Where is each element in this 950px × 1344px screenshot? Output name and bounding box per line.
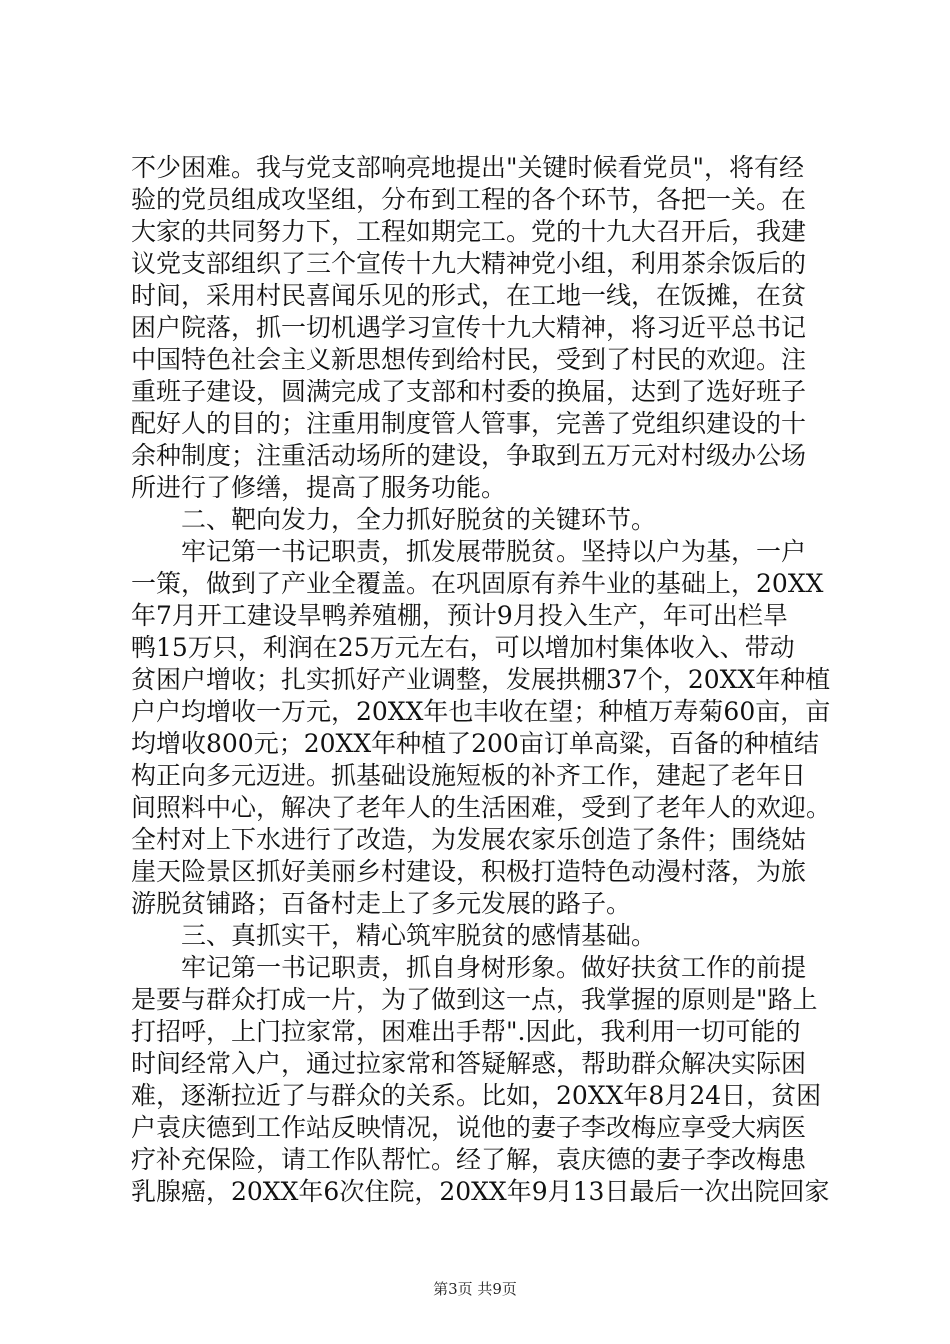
text-line: 不少困难。我与党支部响亮地提出"关键时候看党员"，将有经	[131, 153, 805, 182]
text-line: 年7月开工建设旱鸭养殖棚，预计9月投入生产，年可出栏旱	[131, 601, 788, 630]
text-line: 户户均增收一万元，20XX年也丰收在望；种植万寿菊60亩，亩	[131, 697, 831, 726]
body-text	[131, 152, 831, 1208]
text-line: 配好人的目的；注重用制度管人管事，完善了党组织建设的十	[131, 409, 807, 438]
text-line: 时间，采用村民喜闻乐见的形式，在工地一线，在饭摊，在贫	[131, 281, 807, 310]
text-line: 鸭15万只，利润在25万元左右，可以增加村集体收入、带动	[131, 633, 795, 662]
text-line: 议党支部组织了三个宣传十九大精神党小组，利用茶余饭后的	[131, 249, 807, 278]
text-line: 验的党员组成攻坚组，分布到工程的各个环节，各把一关。在	[131, 185, 807, 214]
text-line: 难，逐渐拉近了与群众的关系。比如，20XX年8月24日，贫困	[131, 1081, 822, 1110]
text-line: 打招呼，上门拉家常，困难出手帮".因此，我利用一切可能的	[131, 1017, 801, 1046]
text-line: 乳腺癌，20XX年6次住院，20XX年9月13日最后一次出院回家	[131, 1177, 830, 1206]
text-line: 牢记第一书记职责，抓发展带脱贫。坚持以户为基，一户	[131, 537, 807, 566]
text-line: 是要与群众打成一片，为了做到这一点，我掌握的原则是"路上	[131, 985, 818, 1014]
text-line: 时间经常入户，通过拉家常和答疑解惑，帮助群众解决实际困	[131, 1049, 807, 1078]
text-line: 间照料中心，解决了老年人的生活困难，受到了老年人的欢迎。	[131, 793, 831, 822]
text-line: 疗补充保险，请工作队帮忙。经了解，袁庆德的妻子李改梅患	[131, 1145, 807, 1174]
text-line: 一策，做到了产业全覆盖。在巩固原有养牛业的基础上，20XX	[131, 569, 824, 598]
text-line: 崖天险景区抓好美丽乡村建设，积极打造特色动漫村落，为旅	[131, 857, 807, 886]
text-line: 构正向多元迈进。抓基础设施短板的补齐工作，建起了老年日	[131, 761, 807, 790]
page-number-footer: 第3页 共9页	[433, 1280, 517, 1298]
text-line: 全村对上下水进行了改造，为发展农家乐创造了条件；围绕姑	[131, 825, 807, 854]
text-line: 贫困户增收；扎实抓好产业调整，发展拱棚37个，20XX年种植	[131, 665, 831, 694]
text-line: 牢记第一书记职责，抓自身树形象。做好扶贫工作的前提	[131, 953, 807, 982]
text-line: 中国特色社会主义新思想传到给村民，受到了村民的欢迎。注	[131, 345, 807, 374]
text-line: 户袁庆德到工作站反映情况，说他的妻子李改梅应享受大病医	[131, 1113, 807, 1142]
section-heading: 三、真抓实干，精心筑牢脱贫的感情基础。	[131, 921, 657, 950]
text-line: 所进行了修缮，提高了服务功能。	[131, 473, 507, 502]
text-line: 重班子建设，圆满完成了支部和村委的换届，达到了选好班子	[131, 377, 807, 406]
section-heading: 二、靶向发力，全力抓好脱贫的关键环节。	[131, 505, 657, 534]
text-line: 余种制度；注重活动场所的建设，争取到五万元对村级办公场	[131, 441, 807, 470]
text-line: 游脱贫铺路；百备村走上了多元发展的路子。	[131, 889, 632, 918]
text-line: 困户院落，抓一切机遇学习宣传十九大精神，将习近平总书记	[131, 313, 807, 342]
text-line: 大家的共同努力下，工程如期完工。党的十九大召开后，我建	[131, 217, 807, 246]
text-line: 均增收800元；20XX年种植了200亩订单高粱，百备的种植结	[131, 729, 819, 758]
